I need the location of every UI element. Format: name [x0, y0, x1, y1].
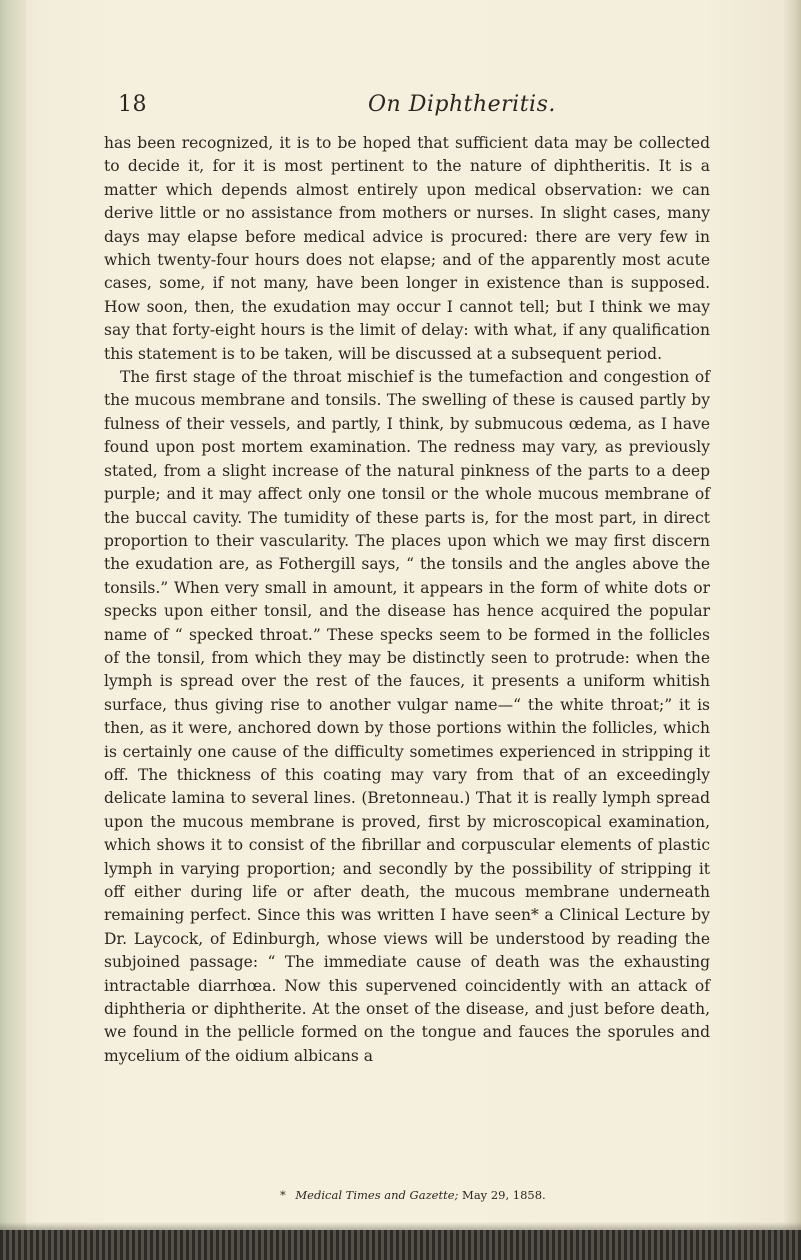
footnote-source: Medical Times and Gazette; — [295, 1188, 459, 1202]
running-header — [118, 92, 718, 122]
footnote-mark: * — [280, 1188, 286, 1202]
page-bottom-shadow — [0, 1222, 801, 1230]
footnote-date: May 29, 1858. — [462, 1188, 546, 1202]
paragraph: The first stage of the throat mischief is the tumefaction and congestion of the mucous membrane and tonsils. The swelling of these is caused partly by fulness of their vessels, and partly, I think, by submucous œdema, as I have found upon post mortem examination. The redness may vary, as previously stated, from a slight increase of the natural pinkness of the parts to a deep purple; and it may affect only one tonsil or the whole mucous membrane of the buccal cavity. The tumidity of these parts is, for the most part, in direct proportion to their vascularity. The places upon which we may first discern the exudation are, as Fothergill says, “ the tonsils and the angles above the tonsils.” When very small in amount, it appears in the form of white dots or specks upon either tonsil, and the disease has hence acquired the popular name of “ specked throat.” These specks seem to be formed in the follicles of the tonsil, from which they may be distinctly seen to protrude: when the lymph is spread over the rest of the fauces, it presents a uniform whitish surface, thus giving rise to another vulgar name—“ the white throat;” it is then, as it were, anchored down by those portions within the follicles, which is certainly one cause of the difficulty sometimes experienced in stripping it off. The thickness of this coating may vary from that of an exceedingly delicate lamina to several lines. (Bretonneau.) That it is really lymph spread upon the mucous membrane is proved, first by microscopical examination, which shows it to consist of the fibrillar and corpuscular elements of plastic lymph in varying proportion; and secondly by the possibility of stripping it off either during life or after death, the mucous membrane underneath remaining perfect. Since this was written I have seen* a Clinical Lecture by Dr. Laycock, of Edinburgh, whose views will be understood by reading the subjoined passage: “ The immediate cause of death was the exhausting intractable diarrhœa. Now this supervened coincidently with an attack of diphtheria or diphtherite. At the onset of the disease, and just before death, we found in the pellicle formed on the tongue and fauces the sporules and mycelium of the oidium albicans a — [104, 368, 710, 1065]
body-text — [104, 132, 710, 1068]
page-binding-edge-left — [0, 0, 26, 1260]
paragraph: has been recognized, it is to be hoped that sufficient data may be collected to decide it, for it is most pertinent to the nature of diphtheritis. It is a matter which depends almost entirely upon medical observation: we can derive little or no assistance from mothers or nurses. In slight cases, many days may elapse before medical advice is procured: there are very few in which twenty-four hours does not elapse; and of the apparently most acute cases, some, if not many, have been longer in existence than is supposed. How soon, then, the exudation may occur I cannot tell; but I think we may say that forty-eight hours is the limit of delay: with what, if any qualification this statement is to be taken, will be discussed at a subsequent period. — [104, 134, 710, 363]
running-title: On Diphtheritis. — [368, 92, 556, 117]
page-edge-right — [783, 0, 801, 1260]
page-number: 18 — [118, 92, 147, 117]
footnote — [280, 1188, 546, 1202]
page-bottom-edge — [0, 1230, 801, 1260]
